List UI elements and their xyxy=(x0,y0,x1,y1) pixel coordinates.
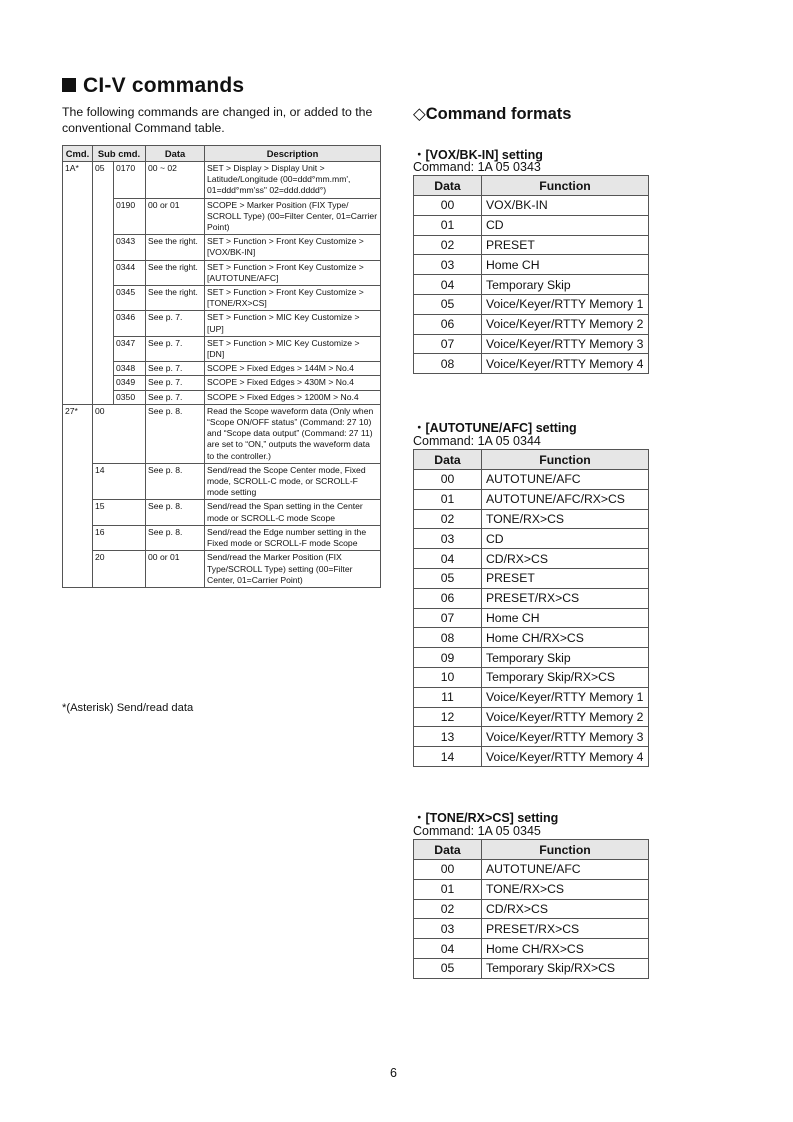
function-cell: PRESET xyxy=(482,235,649,255)
desc-cell: SCOPE > Fixed Edges > 430M > No.4 xyxy=(205,376,381,390)
desc-cell: Send/read the Span setting in the Center mode or SCROLL-C mode Scope xyxy=(205,500,381,525)
data-cell: 03 xyxy=(414,919,482,939)
function-cell: CD xyxy=(482,215,649,235)
function-cell: Home CH/RX>CS xyxy=(482,628,649,648)
data-cell: 03 xyxy=(414,529,482,549)
sub2-cell: 0350 xyxy=(114,390,146,404)
table-row xyxy=(414,489,649,509)
table-row xyxy=(63,162,381,199)
table-row xyxy=(414,919,649,939)
function-cell: VOX/BK-IN xyxy=(482,196,649,216)
header-function: Function xyxy=(482,450,649,470)
data-cell: 08 xyxy=(414,354,482,374)
table-row xyxy=(63,551,381,588)
desc-cell: SET > Function > Front Key Customize > [AUTOTUNE/AFC] xyxy=(205,260,381,285)
desc-cell: SET > Display > Display Unit > Latitude/Longitude (00=ddd°mm.mm', 01=ddd°mm'ss" 02=ddd.dddd°) xyxy=(205,162,381,199)
table-row xyxy=(414,628,649,648)
function-cell: AUTOTUNE/AFC/RX>CS xyxy=(482,489,649,509)
desc-cell: SET > Function > Front Key Customize > [VOX/BK-IN] xyxy=(205,235,381,260)
header-sub-cmd: Sub cmd. xyxy=(93,146,146,162)
table-row xyxy=(414,648,649,668)
intro-text: The following commands are changed in, or added to the conventional Command table. xyxy=(62,105,373,135)
data-cell: 05 xyxy=(414,958,482,978)
format-table-body xyxy=(414,470,649,767)
table-row xyxy=(414,899,649,919)
data-cell: See p. 7. xyxy=(146,390,205,404)
sub2-cell: 0345 xyxy=(114,286,146,311)
table-row xyxy=(414,549,649,569)
data-cell: 00 xyxy=(414,470,482,490)
data-cell: 07 xyxy=(414,608,482,628)
header-cmd: Cmd. xyxy=(63,146,93,162)
data-cell: 02 xyxy=(414,899,482,919)
format-command-tone: Command: 1A 05 0345 xyxy=(413,824,541,838)
sub2-cell: 0344 xyxy=(114,260,146,285)
format-table-header xyxy=(414,840,649,860)
table-row xyxy=(414,529,649,549)
function-cell: TONE/RX>CS xyxy=(482,509,649,529)
function-cell: Temporary Skip/RX>CS xyxy=(482,667,649,687)
function-cell: AUTOTUNE/AFC xyxy=(482,860,649,880)
table-row xyxy=(414,255,649,275)
function-cell: CD/RX>CS xyxy=(482,549,649,569)
page-heading: CI-V commands xyxy=(62,74,244,98)
data-cell: See the right. xyxy=(146,235,205,260)
bullet-icon: ・ xyxy=(413,421,426,435)
cmd-cell: 27* xyxy=(63,404,93,587)
format-table-body xyxy=(414,860,649,979)
data-cell: 10 xyxy=(414,667,482,687)
desc-cell: Send/read the Scope Center mode, Fixed mode, SCROLL-C mode, or SCROLL-F mode setting xyxy=(205,463,381,500)
function-cell: Voice/Keyer/RTTY Memory 3 xyxy=(482,727,649,747)
sub-cell: 15 xyxy=(93,500,146,525)
page-number: 6 xyxy=(390,1066,397,1080)
function-cell: AUTOTUNE/AFC xyxy=(482,470,649,490)
function-cell: TONE/RX>CS xyxy=(482,879,649,899)
sub2-cell: 0347 xyxy=(114,336,146,361)
sub-cell: 14 xyxy=(93,463,146,500)
command-table-header xyxy=(63,146,381,162)
sub2-cell: 0343 xyxy=(114,235,146,260)
function-cell: Temporary Skip xyxy=(482,648,649,668)
sub-cell: 20 xyxy=(93,551,146,588)
format-command-vox: Command: 1A 05 0343 xyxy=(413,160,541,174)
sub2-cell: 0349 xyxy=(114,376,146,390)
desc-cell: SCOPE > Fixed Edges > 1200M > No.4 xyxy=(205,390,381,404)
bullet-icon: ・ xyxy=(413,811,426,825)
format-table-header xyxy=(414,450,649,470)
sub2-cell: 0348 xyxy=(114,362,146,376)
sub-cell: 05 xyxy=(93,162,114,405)
data-cell: 06 xyxy=(414,314,482,334)
data-cell: See p. 7. xyxy=(146,336,205,361)
sub2-cell: 0170 xyxy=(114,162,146,199)
format-table-autotune xyxy=(413,449,649,767)
command-table xyxy=(62,145,381,588)
function-cell: CD/RX>CS xyxy=(482,899,649,919)
data-cell: See p. 8. xyxy=(146,500,205,525)
table-row xyxy=(414,588,649,608)
format-title-vox: ・[VOX/BK-IN] setting xyxy=(413,148,543,162)
table-row xyxy=(414,235,649,255)
data-cell: 01 xyxy=(414,489,482,509)
square-bullet-icon xyxy=(62,78,76,92)
table-row xyxy=(63,463,381,500)
function-cell: CD xyxy=(482,529,649,549)
header-description: Description xyxy=(205,146,381,162)
data-cell: See p. 8. xyxy=(146,525,205,550)
table-row xyxy=(414,294,649,314)
data-cell: 00 xyxy=(414,860,482,880)
desc-cell: SET > Function > MIC Key Customize > [UP] xyxy=(205,311,381,336)
format-command-autotune: Command: 1A 05 0344 xyxy=(413,434,541,448)
format-table-vox xyxy=(413,175,649,374)
data-cell: See the right. xyxy=(146,260,205,285)
table-row xyxy=(414,939,649,959)
function-cell: Voice/Keyer/RTTY Memory 1 xyxy=(482,687,649,707)
table-row xyxy=(414,860,649,880)
data-cell: See p. 7. xyxy=(146,311,205,336)
function-cell: Voice/Keyer/RTTY Memory 3 xyxy=(482,334,649,354)
formats-heading: ◇Command formats xyxy=(413,105,572,123)
table-row xyxy=(414,314,649,334)
header-data: Data xyxy=(414,450,482,470)
desc-cell: Send/read the Marker Position (FIX Type/SCROLL Type) setting (00=Filter Center, 01=Carrier Point) xyxy=(205,551,381,588)
sub-cell: 00 xyxy=(93,404,146,463)
data-cell: 11 xyxy=(414,687,482,707)
format-table-header xyxy=(414,176,649,196)
data-cell: See p. 8. xyxy=(146,404,205,463)
format-title-autotune: ・[AUTOTUNE/AFC] setting xyxy=(413,421,577,435)
function-cell: PRESET/RX>CS xyxy=(482,588,649,608)
sub2-cell: 0190 xyxy=(114,198,146,235)
bullet-icon: ・ xyxy=(413,148,426,162)
table-row xyxy=(414,707,649,727)
table-row xyxy=(63,404,381,463)
data-cell: 04 xyxy=(414,549,482,569)
table-row xyxy=(414,215,649,235)
table-row xyxy=(414,334,649,354)
header-function: Function xyxy=(482,840,649,860)
data-cell: 06 xyxy=(414,588,482,608)
data-cell: 02 xyxy=(414,235,482,255)
function-cell: Voice/Keyer/RTTY Memory 4 xyxy=(482,747,649,767)
data-cell: 01 xyxy=(414,879,482,899)
function-cell: Home CH xyxy=(482,608,649,628)
data-cell: See p. 7. xyxy=(146,362,205,376)
desc-cell: SET > Function > Front Key Customize > [TONE/RX>CS] xyxy=(205,286,381,311)
table-row xyxy=(414,470,649,490)
desc-cell: Send/read the Edge number setting in the Fixed mode or SCROLL-F mode Scope xyxy=(205,525,381,550)
table-row xyxy=(63,500,381,525)
data-cell: 03 xyxy=(414,255,482,275)
data-cell: 09 xyxy=(414,648,482,668)
data-cell: 04 xyxy=(414,939,482,959)
data-cell: See the right. xyxy=(146,286,205,311)
table-row xyxy=(414,747,649,767)
table-row xyxy=(414,727,649,747)
table-row xyxy=(414,687,649,707)
header-data: Data xyxy=(414,840,482,860)
table-row xyxy=(414,608,649,628)
desc-cell: Read the Scope waveform data (Only when “Scope ON/OFF status” (Command: 27 10) and “Scope data output” (Command: 27 11) are set to “ON,” outputs the waveform data to the controller.) xyxy=(205,404,381,463)
format-title-tone: ・[TONE/RX>CS] setting xyxy=(413,811,559,825)
function-cell: Voice/Keyer/RTTY Memory 2 xyxy=(482,314,649,334)
table-row xyxy=(63,525,381,550)
data-cell: 00 or 01 xyxy=(146,551,205,588)
function-cell: Voice/Keyer/RTTY Memory 1 xyxy=(482,294,649,314)
data-cell: 05 xyxy=(414,568,482,588)
data-cell: 14 xyxy=(414,747,482,767)
function-cell: PRESET/RX>CS xyxy=(482,919,649,939)
table-row xyxy=(414,879,649,899)
function-cell: Temporary Skip xyxy=(482,275,649,295)
data-cell: 04 xyxy=(414,275,482,295)
desc-cell: SCOPE > Marker Position (FIX Type/ SCROLL Type) (00=Filter Center, 01=Carrier Point) xyxy=(205,198,381,235)
data-cell: 00 ~ 02 xyxy=(146,162,205,199)
data-cell: See p. 7. xyxy=(146,376,205,390)
data-cell: 05 xyxy=(414,294,482,314)
cmd-cell: 1A* xyxy=(63,162,93,405)
table-row xyxy=(414,667,649,687)
table-row xyxy=(414,958,649,978)
function-cell: Voice/Keyer/RTTY Memory 4 xyxy=(482,354,649,374)
diamond-icon: ◇ xyxy=(413,105,426,123)
footnote: *(Asterisk) Send/read data xyxy=(62,702,194,714)
table-row xyxy=(414,196,649,216)
data-cell: 12 xyxy=(414,707,482,727)
format-table-tone xyxy=(413,839,649,979)
function-cell: Temporary Skip/RX>CS xyxy=(482,958,649,978)
data-cell: See p. 8. xyxy=(146,463,205,500)
function-cell: PRESET xyxy=(482,568,649,588)
data-cell: 08 xyxy=(414,628,482,648)
function-cell: Home CH xyxy=(482,255,649,275)
data-cell: 00 or 01 xyxy=(146,198,205,235)
data-cell: 07 xyxy=(414,334,482,354)
data-cell: 13 xyxy=(414,727,482,747)
table-row xyxy=(414,568,649,588)
sub2-cell: 0346 xyxy=(114,311,146,336)
table-row xyxy=(414,354,649,374)
format-table-body xyxy=(414,196,649,374)
data-cell: 00 xyxy=(414,196,482,216)
function-cell: Home CH/RX>CS xyxy=(482,939,649,959)
data-cell: 01 xyxy=(414,215,482,235)
data-cell: 02 xyxy=(414,509,482,529)
sub-cell: 16 xyxy=(93,525,146,550)
table-row xyxy=(414,275,649,295)
table-row xyxy=(414,509,649,529)
function-cell: Voice/Keyer/RTTY Memory 2 xyxy=(482,707,649,727)
desc-cell: SET > Function > MIC Key Customize > [DN] xyxy=(205,336,381,361)
header-data: Data xyxy=(414,176,482,196)
desc-cell: SCOPE > Fixed Edges > 144M > No.4 xyxy=(205,362,381,376)
header-function: Function xyxy=(482,176,649,196)
header-data: Data xyxy=(146,146,205,162)
